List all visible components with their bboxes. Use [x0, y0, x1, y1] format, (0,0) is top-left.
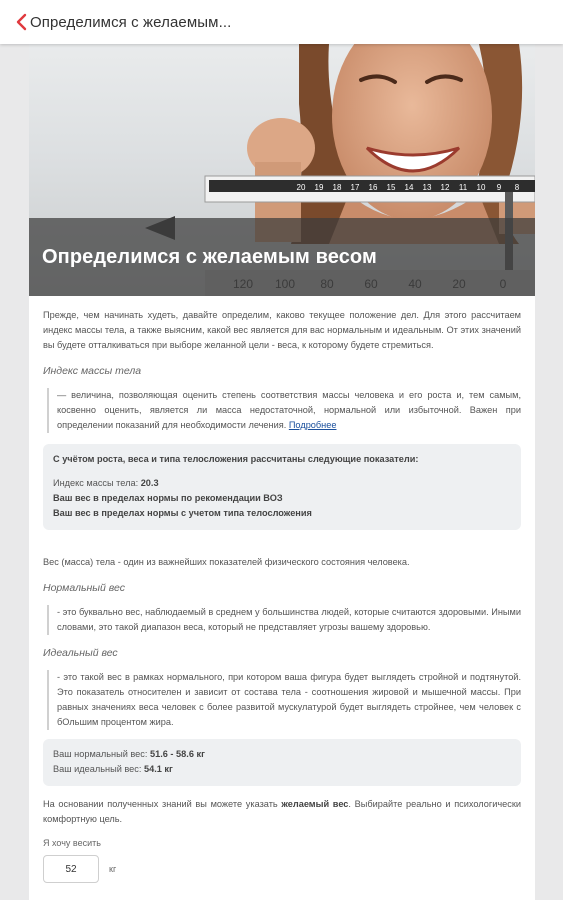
tick-top: 15: [386, 183, 396, 192]
normal-weight-heading: Нормальный вес: [43, 582, 125, 594]
tick-top: 12: [440, 183, 450, 192]
ideal-weight-heading: Идеальный вес: [43, 647, 118, 659]
tick-top: 18: [332, 183, 342, 192]
scale-beam: [205, 176, 535, 202]
ideal-weight-result: [53, 762, 511, 777]
results-title: С учётом роста, веса и типа телосложения рассчитаны следующие показатели:: [53, 454, 419, 464]
ideal-weight-label: Ваш идеальный вес:: [53, 764, 142, 774]
intro-paragraph: Прежде, чем начинать худеть, давайте определим, каково текущее положение дел. Для этого рассчитаем индекс массы тела, а также выясним, какой вес является для вас нормальным и идеальным. От этих значений вы будете отталкиваться при выборе желанной цели - веса, к которому будете стремиться.: [43, 310, 521, 350]
hero-caption: [29, 218, 535, 296]
tick-top: 8: [514, 183, 520, 192]
normal-weight-result: [53, 747, 511, 762]
app-header: [0, 0, 563, 44]
hero-title: Определимся с желаемым весом: [42, 246, 377, 268]
hero-image: [29, 44, 535, 296]
target-weight-input[interactable]: [43, 855, 99, 883]
tick-top: 16: [368, 183, 378, 192]
bmi-result: [53, 476, 511, 491]
tick-top: 9: [496, 183, 502, 192]
bmi-heading: Индекс массы тела: [43, 365, 142, 377]
advice-suffix: . Выбирайте реально и психологически комфортную цель.: [43, 799, 521, 824]
tick-top: 19: [314, 183, 324, 192]
tick-top: 10: [476, 183, 486, 192]
tick-top: 14: [404, 183, 414, 192]
ideal-weight-definition: - это такой вес в рамках нормального, при котором ваша фигура будет выглядеть стройной и подтянутой. Это показатель относителен и зависит от состава тела - соотношения жировой и мышечной массы. При равных значениях веса человек с более развитой мускулатурой будет выглядеть стройнее, чем человек с бОльшим процентом жира.: [47, 670, 521, 730]
advice-bold: желаемый вес: [281, 799, 349, 809]
advice-paragraph: [43, 797, 521, 827]
chevron-left-icon: [14, 13, 30, 31]
tick-top: 20: [296, 183, 306, 192]
ideal-weight-value: 54.1 кг: [143, 764, 173, 774]
more-link[interactable]: Подробнее: [288, 420, 337, 430]
tick-top: 11: [458, 183, 468, 192]
article-content: [29, 296, 535, 883]
weight-intro: Вес (масса) тела - один из важнейших показателей физического состояния человека.: [43, 557, 410, 567]
normal-weight-value: 51.6 - 58.6 кг: [150, 749, 205, 759]
target-weight-label: Я хочу весить: [43, 838, 101, 848]
body-type-norm-status: Ваш вес в пределах нормы с учетом типа телосложения: [53, 508, 312, 518]
bmi-quote-text: — величина, позволяющая оценить степень соответствия массы человека и его роста и, тем самым, косвенно оценить, является ли масса недостаточной, нормальной или избыточной. Важен при определении показаний для необходимости лечения.: [57, 390, 521, 430]
results-box: [43, 444, 521, 530]
normal-weight-label: Ваш нормальный вес:: [53, 749, 148, 759]
weights-box: [43, 739, 521, 786]
advice-prefix: На основании полученных знаний вы можете указать: [43, 799, 282, 809]
target-weight-row: [43, 855, 521, 883]
bmi-definition: [47, 388, 521, 433]
tick-top: 13: [422, 183, 432, 192]
bmi-result-label: Индекс массы тела:: [53, 478, 139, 488]
who-norm-status: Ваш вес в пределах нормы по рекомендации ВОЗ: [53, 493, 283, 503]
header-title: Определимся с желаемым...: [30, 13, 232, 31]
normal-weight-definition: - это буквально вес, наблюдаемый в среднем у большинства людей, которые считаются здоровыми. Иными словами, это такой диапазон веса, который не представляет угрозы вашему здоровью.: [47, 605, 521, 635]
bmi-result-value: 20.3: [140, 478, 159, 488]
article-card: [29, 44, 535, 900]
tick-top: 17: [350, 183, 360, 192]
target-weight-unit: кг: [109, 863, 117, 874]
